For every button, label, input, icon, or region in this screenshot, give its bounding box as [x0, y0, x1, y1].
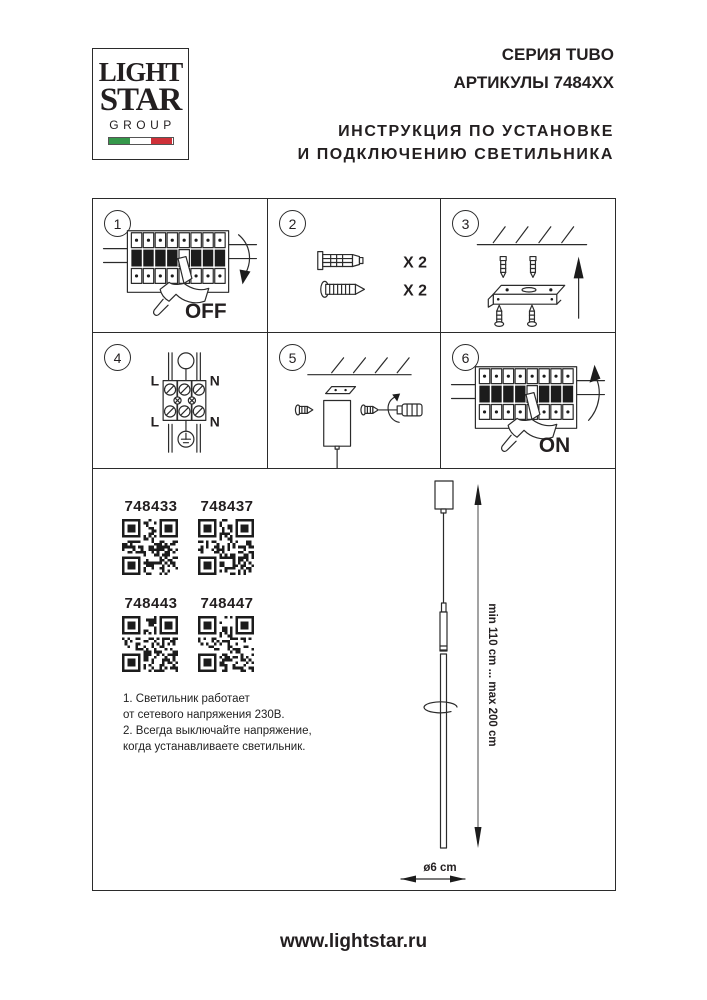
- arrow-up-icon: [589, 365, 601, 421]
- note-line: когда устанавливаете светильник.: [123, 741, 306, 753]
- step-3-number-badge: 3: [452, 210, 479, 237]
- series-title: СЕРИЯ TUBO: [501, 45, 614, 64]
- anchor-pair-icon: [500, 257, 536, 278]
- terminal-label-n-top: N: [209, 372, 220, 389]
- step-4-number-badge: 4: [104, 344, 131, 371]
- anchor-qty-label: X 2: [403, 254, 427, 272]
- instruction-title: [298, 120, 614, 166]
- screw-icon: [321, 281, 365, 297]
- flag-green-stripe: [109, 138, 130, 144]
- instruction-grid: [92, 198, 616, 891]
- step-1-panel: [93, 199, 268, 333]
- note-line: 2. Всегда выключайте напряжение,: [123, 725, 312, 737]
- step-5-number-badge: 5: [279, 344, 306, 371]
- screw-qty-label: X 2: [403, 282, 427, 300]
- articles-title: АРТИКУЛЫ 7484XX: [453, 73, 614, 92]
- breaker-on-illustration: [441, 333, 615, 468]
- instruction-title-line1: ИНСТРУКЦИЯ ПО УСТАНОВКЕ: [338, 123, 614, 140]
- arrow-up-icon: [574, 257, 584, 319]
- wall-anchor-icon: [318, 252, 363, 270]
- step-1-number-badge: 1: [104, 210, 131, 237]
- screwdriver-icon: [379, 394, 422, 423]
- article-number: 748433: [124, 498, 178, 515]
- pendant-lamp-diagram: [393, 475, 603, 885]
- earth-symbol: [178, 420, 194, 447]
- off-label: OFF: [184, 300, 227, 324]
- step-6-panel: [441, 333, 615, 469]
- on-label: ON: [538, 434, 571, 458]
- arrow-down-icon: [239, 235, 251, 285]
- breaker-off-illustration: [93, 199, 267, 332]
- step-2-number-badge: 2: [279, 210, 306, 237]
- step-4-panel: [93, 333, 268, 469]
- qr-code: [122, 519, 178, 575]
- height-dimension-label: min 110 cm ... max 200 cm: [486, 603, 498, 747]
- wiring-diagram-illustration: [93, 333, 267, 468]
- qr-code: [198, 616, 254, 672]
- diameter-dimension: [401, 862, 465, 883]
- hardware-illustration: [268, 199, 440, 332]
- flag-red-stripe: [151, 138, 172, 144]
- article-number: 748447: [200, 595, 254, 612]
- article-number: 748443: [124, 595, 178, 612]
- italian-flag-icon: [108, 137, 174, 145]
- canopy-mounting-illustration: [268, 333, 440, 468]
- safety-notes: [123, 691, 312, 755]
- diameter-dimension-label: ø6 cm: [423, 862, 457, 874]
- terminal-label-l-bottom: L: [150, 413, 160, 430]
- step-3-panel: [441, 199, 615, 333]
- screw-right-icon: [361, 405, 378, 415]
- canopy-icon: [324, 401, 351, 469]
- height-dimension: [475, 484, 499, 848]
- product-info-panel: [93, 469, 615, 890]
- lamp-symbol: [178, 353, 194, 369]
- step-6-number-badge: 6: [452, 344, 479, 371]
- flag-white-stripe: [130, 138, 151, 144]
- terminal-label-n-bottom: N: [209, 413, 220, 430]
- logo-word-group: GROUP: [109, 118, 176, 132]
- note-line: 1. Светильник работает: [123, 693, 250, 705]
- document-header: [298, 44, 614, 166]
- website-url: www.lightstar.ru: [279, 931, 428, 952]
- article-number: 748437: [200, 498, 254, 515]
- ceiling-icon: [308, 358, 411, 375]
- screw-left-icon: [295, 405, 312, 415]
- logo-word-light: LIGHT: [98, 57, 183, 87]
- logo-word-star: STAR: [99, 82, 182, 118]
- screw-pair-icon: [495, 305, 537, 326]
- note-line: от сетевого напряжения 230В.: [123, 709, 285, 721]
- bracket-icon: [326, 387, 356, 394]
- instruction-title-line2: И ПОДКЛЮЧЕНИЮ СВЕТИЛЬНИКА: [297, 146, 614, 163]
- pendant-lamp-icon: [424, 481, 457, 848]
- qr-code: [122, 616, 178, 672]
- step-5-panel: [268, 333, 441, 469]
- ceiling-icon: [477, 227, 586, 245]
- bracket-mounting-illustration: [441, 199, 615, 332]
- terminal-label-l-top: L: [150, 372, 160, 389]
- mounting-bracket-icon: [488, 285, 564, 307]
- qr-code: [198, 519, 254, 575]
- terminal-block: [163, 381, 206, 421]
- step-2-panel: [268, 199, 441, 333]
- lightstar-logo: [92, 48, 189, 160]
